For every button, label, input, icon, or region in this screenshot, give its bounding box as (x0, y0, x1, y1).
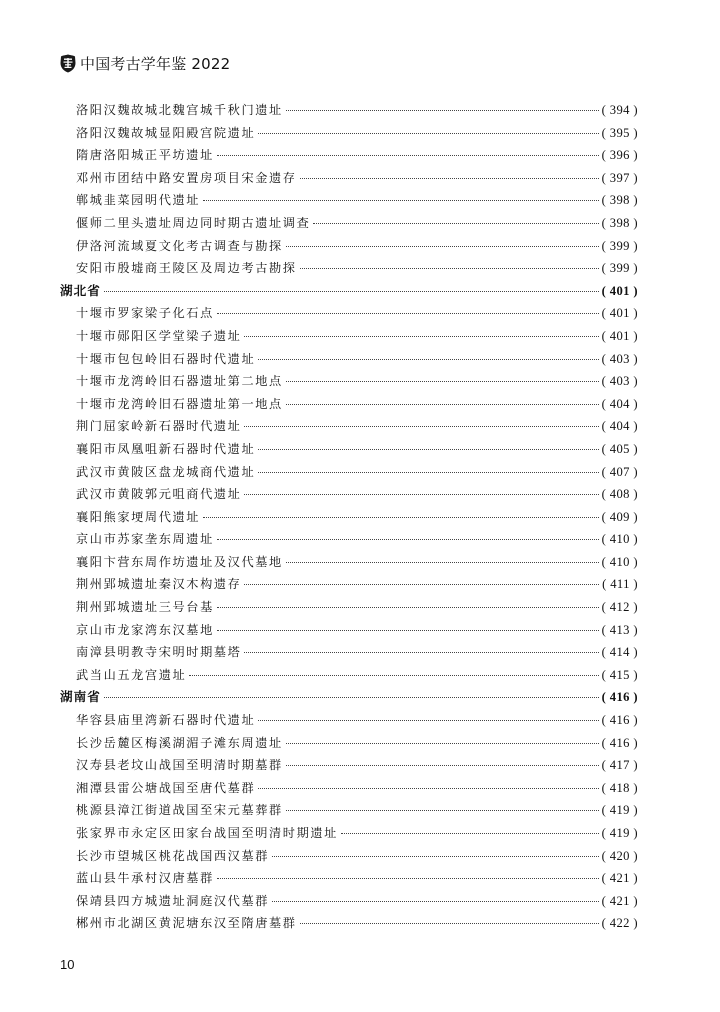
toc-entry[interactable] (60, 167, 638, 190)
dot-leader (258, 719, 598, 721)
toc-entry-title: 武当山五龙宫遗址 (76, 667, 187, 682)
toc-entry-title: 长沙岳麓区梅溪湖湄子滩东周遗址 (76, 735, 283, 750)
toc-page-ref: ( 416 ) (601, 735, 638, 750)
toc-entry[interactable] (60, 506, 638, 529)
dot-leader (258, 448, 598, 450)
toc-page-ref: ( 416 ) (601, 690, 638, 705)
toc-entry-title: 湘潭县雷公塘战国至唐代墓群 (76, 780, 256, 795)
toc-entry-title: 伊洛河流域夏文化考古调查与勘探 (76, 238, 283, 253)
dot-leader (217, 606, 599, 608)
dot-leader (286, 764, 599, 766)
toc-entry[interactable] (60, 122, 638, 145)
toc-entry[interactable] (60, 370, 638, 393)
toc-entry[interactable] (60, 438, 638, 461)
toc-entry-title: 郸城韭菜园明代遗址 (76, 193, 201, 208)
toc-entry[interactable] (60, 799, 638, 822)
toc-entry[interactable] (60, 99, 638, 122)
toc-entry-title: 荆州郢城遗址秦汉木构遗存 (76, 577, 242, 592)
toc-page-ref: ( 407 ) (601, 464, 638, 479)
toc-entry-title: 十堰市罗家梁子化石点 (76, 306, 214, 321)
toc-entry-title: 保靖县四方城遗址洞庭汉代墓群 (76, 893, 270, 908)
dot-leader (313, 222, 598, 224)
toc-entry[interactable] (60, 144, 638, 167)
page-number: 10 (60, 957, 75, 972)
dot-leader (272, 855, 599, 857)
dot-leader (286, 561, 599, 563)
toc-page-ref: ( 416 ) (601, 713, 638, 728)
toc-entry-title: 京山市龙家湾东汉墓地 (76, 622, 214, 637)
toc-entry[interactable] (60, 483, 638, 506)
toc-page-ref: ( 399 ) (601, 238, 638, 253)
toc-entry-title: 京山市苏家垄东周遗址 (76, 532, 214, 547)
toc-page-ref: ( 397 ) (601, 170, 638, 185)
dot-leader (217, 538, 599, 540)
dot-leader (244, 583, 599, 585)
toc-page-ref: ( 420 ) (601, 848, 638, 863)
toc-entry-title: 十堰市龙湾岭旧石器遗址第一地点 (76, 396, 283, 411)
toc-entry[interactable] (60, 845, 638, 868)
toc-page-ref: ( 403 ) (601, 351, 638, 366)
toc-entry-title: 洛阳汉魏故城显阳殿宫院遗址 (76, 125, 256, 140)
toc-entry-title: 洛阳汉魏故城北魏宫城千秋门遗址 (76, 103, 283, 117)
dot-leader (244, 651, 598, 653)
toc-page-ref: ( 405 ) (601, 441, 638, 456)
toc-entry[interactable] (60, 551, 638, 574)
dot-leader (272, 900, 599, 902)
toc-entry-title: 华容县庙里湾新石器时代遗址 (76, 713, 256, 728)
toc-page-ref: ( 394 ) (601, 103, 638, 117)
toc-entry[interactable] (60, 777, 638, 800)
dot-leader (258, 787, 598, 789)
dot-leader (217, 312, 599, 314)
toc-entry[interactable] (60, 709, 638, 732)
dot-leader (244, 335, 598, 337)
toc-entry[interactable] (60, 664, 638, 687)
running-header (60, 50, 230, 76)
dot-leader (286, 109, 599, 111)
toc-entry[interactable] (60, 325, 638, 348)
toc-entry[interactable] (60, 212, 638, 235)
toc-page-ref: ( 409 ) (601, 509, 638, 524)
toc-entry-title: 郴州市北湖区黄泥塘东汉至隋唐墓群 (76, 916, 297, 931)
toc-page-ref: ( 404 ) (601, 396, 638, 411)
toc-entry[interactable] (60, 235, 638, 258)
toc-page-ref: ( 408 ) (601, 487, 638, 502)
toc-section-heading[interactable] (60, 280, 638, 303)
book-title: 中国考古学年鉴 2022 (80, 54, 231, 73)
toc-page-ref: ( 398 ) (601, 215, 638, 230)
dot-leader (203, 516, 599, 518)
toc-entry-title: 偃师二里头遗址周边同时期古遗址调查 (76, 215, 311, 230)
toc-page-ref: ( 413 ) (601, 622, 638, 637)
dot-leader (217, 629, 599, 631)
toc-page-ref: ( 410 ) (601, 554, 638, 569)
toc-entry-title: 武汉市黄陂区盘龙城商代遗址 (76, 464, 256, 479)
toc-page-ref: ( 401 ) (601, 328, 638, 343)
toc-entry[interactable] (60, 619, 638, 642)
dot-leader (300, 267, 599, 269)
toc-page-ref: ( 418 ) (601, 780, 638, 795)
dot-leader (203, 199, 599, 201)
toc-entry-title: 武汉市黄陂郭元咀商代遗址 (76, 487, 242, 502)
toc-entry[interactable] (60, 822, 638, 845)
toc-page-ref: ( 414 ) (601, 645, 638, 660)
dot-leader (300, 922, 599, 924)
dot-leader (258, 358, 598, 360)
toc-entry[interactable] (60, 461, 638, 484)
toc-page-ref: ( 421 ) (601, 871, 638, 886)
toc-page-ref: ( 404 ) (601, 419, 638, 434)
toc-entry-title: 湖北省 (60, 282, 101, 298)
dot-leader (104, 696, 599, 698)
toc-entry-title: 长沙市望城区桃花战国西汉墓群 (76, 848, 270, 863)
toc-entry[interactable] (60, 641, 638, 664)
toc-entry-title: 十堰市包包岭旧石器时代遗址 (76, 351, 256, 366)
toc-entry[interactable] (60, 257, 638, 280)
toc-page-ref: ( 401 ) (601, 283, 638, 298)
toc-entry[interactable] (60, 348, 638, 371)
toc-entry[interactable] (60, 573, 638, 596)
toc-entry-title: 张家界市永定区田家台战国至明清时期遗址 (76, 826, 338, 840)
dot-leader (286, 380, 599, 382)
toc-entry-title: 蓝山县牛承村汉唐墓群 (76, 871, 214, 886)
toc-page-ref: ( 419 ) (601, 826, 638, 840)
toc-entry-title: 荆门屈家岭新石器时代遗址 (76, 419, 242, 434)
dot-leader (300, 177, 599, 179)
archaeology-seal-icon (60, 54, 76, 73)
toc-page-ref: ( 396 ) (601, 148, 638, 163)
toc-entry-title: 十堰市郧阳区学堂梁子遗址 (76, 328, 242, 343)
toc-entry[interactable] (60, 528, 638, 551)
toc-page-ref: ( 398 ) (601, 193, 638, 208)
toc-entry[interactable] (60, 415, 638, 438)
toc-entry[interactable] (60, 890, 638, 913)
dot-leader (217, 877, 599, 879)
toc-entry-title: 邓州市团结中路安置房项目宋金遗存 (76, 170, 297, 185)
toc-entry-title: 桃源县漳江街道战国至宋元墓葬群 (76, 803, 283, 818)
toc-entry-title: 荆州郢城遗址三号台基 (76, 600, 214, 615)
toc-page-ref: ( 401 ) (601, 306, 638, 321)
toc-entry[interactable] (60, 596, 638, 619)
dot-leader (244, 425, 598, 427)
dot-leader (286, 742, 599, 744)
dot-leader (258, 471, 598, 473)
dot-leader (286, 245, 599, 247)
toc-entry-title: 汉寿县老坟山战国至明清时期墓群 (76, 758, 283, 773)
dot-leader (286, 809, 599, 811)
table-of-contents (60, 99, 638, 935)
toc-page-ref: ( 417 ) (601, 758, 638, 773)
toc-page-ref: ( 411 ) (602, 577, 638, 592)
toc-entry[interactable] (60, 732, 638, 755)
dot-leader (286, 403, 599, 405)
toc-page-ref: ( 412 ) (601, 600, 638, 615)
toc-entry[interactable] (60, 393, 638, 416)
toc-entry[interactable] (60, 867, 638, 890)
toc-entry[interactable] (60, 302, 638, 325)
toc-entry-title: 南漳县明教寺宋明时期墓塔 (76, 645, 242, 660)
toc-entry-title: 隋唐洛阳城正平坊遗址 (76, 148, 214, 163)
dot-leader (104, 290, 599, 292)
toc-page-ref: ( 422 ) (601, 916, 638, 931)
dot-leader (258, 132, 598, 134)
toc-entry-title: 襄阳熊家埂周代遗址 (76, 509, 201, 524)
toc-entry-title: 安阳市殷墟商王陵区及周边考古勘探 (76, 261, 297, 276)
toc-page-ref: ( 395 ) (601, 125, 638, 140)
toc-page-ref: ( 403 ) (601, 374, 638, 389)
toc-section-heading[interactable] (60, 686, 638, 709)
dot-leader (217, 154, 599, 156)
toc-page-ref: ( 421 ) (601, 893, 638, 908)
toc-entry-title: 襄阳市凤凰咀新石器时代遗址 (76, 441, 256, 456)
toc-entry-title: 湖南省 (60, 689, 101, 705)
toc-page-ref: ( 410 ) (601, 532, 638, 547)
toc-page-ref: ( 415 ) (601, 667, 638, 682)
dot-leader (341, 832, 599, 834)
toc-page-ref: ( 399 ) (601, 261, 638, 276)
toc-entry[interactable] (60, 912, 638, 935)
toc-entry-title: 十堰市龙湾岭旧石器遗址第二地点 (76, 374, 283, 389)
dot-leader (189, 674, 598, 676)
toc-entry[interactable] (60, 189, 638, 212)
toc-entry-title: 襄阳卞营东周作坊遗址及汉代墓地 (76, 554, 283, 569)
toc-page-ref: ( 419 ) (601, 803, 638, 818)
toc-entry[interactable] (60, 754, 638, 777)
dot-leader (244, 493, 598, 495)
